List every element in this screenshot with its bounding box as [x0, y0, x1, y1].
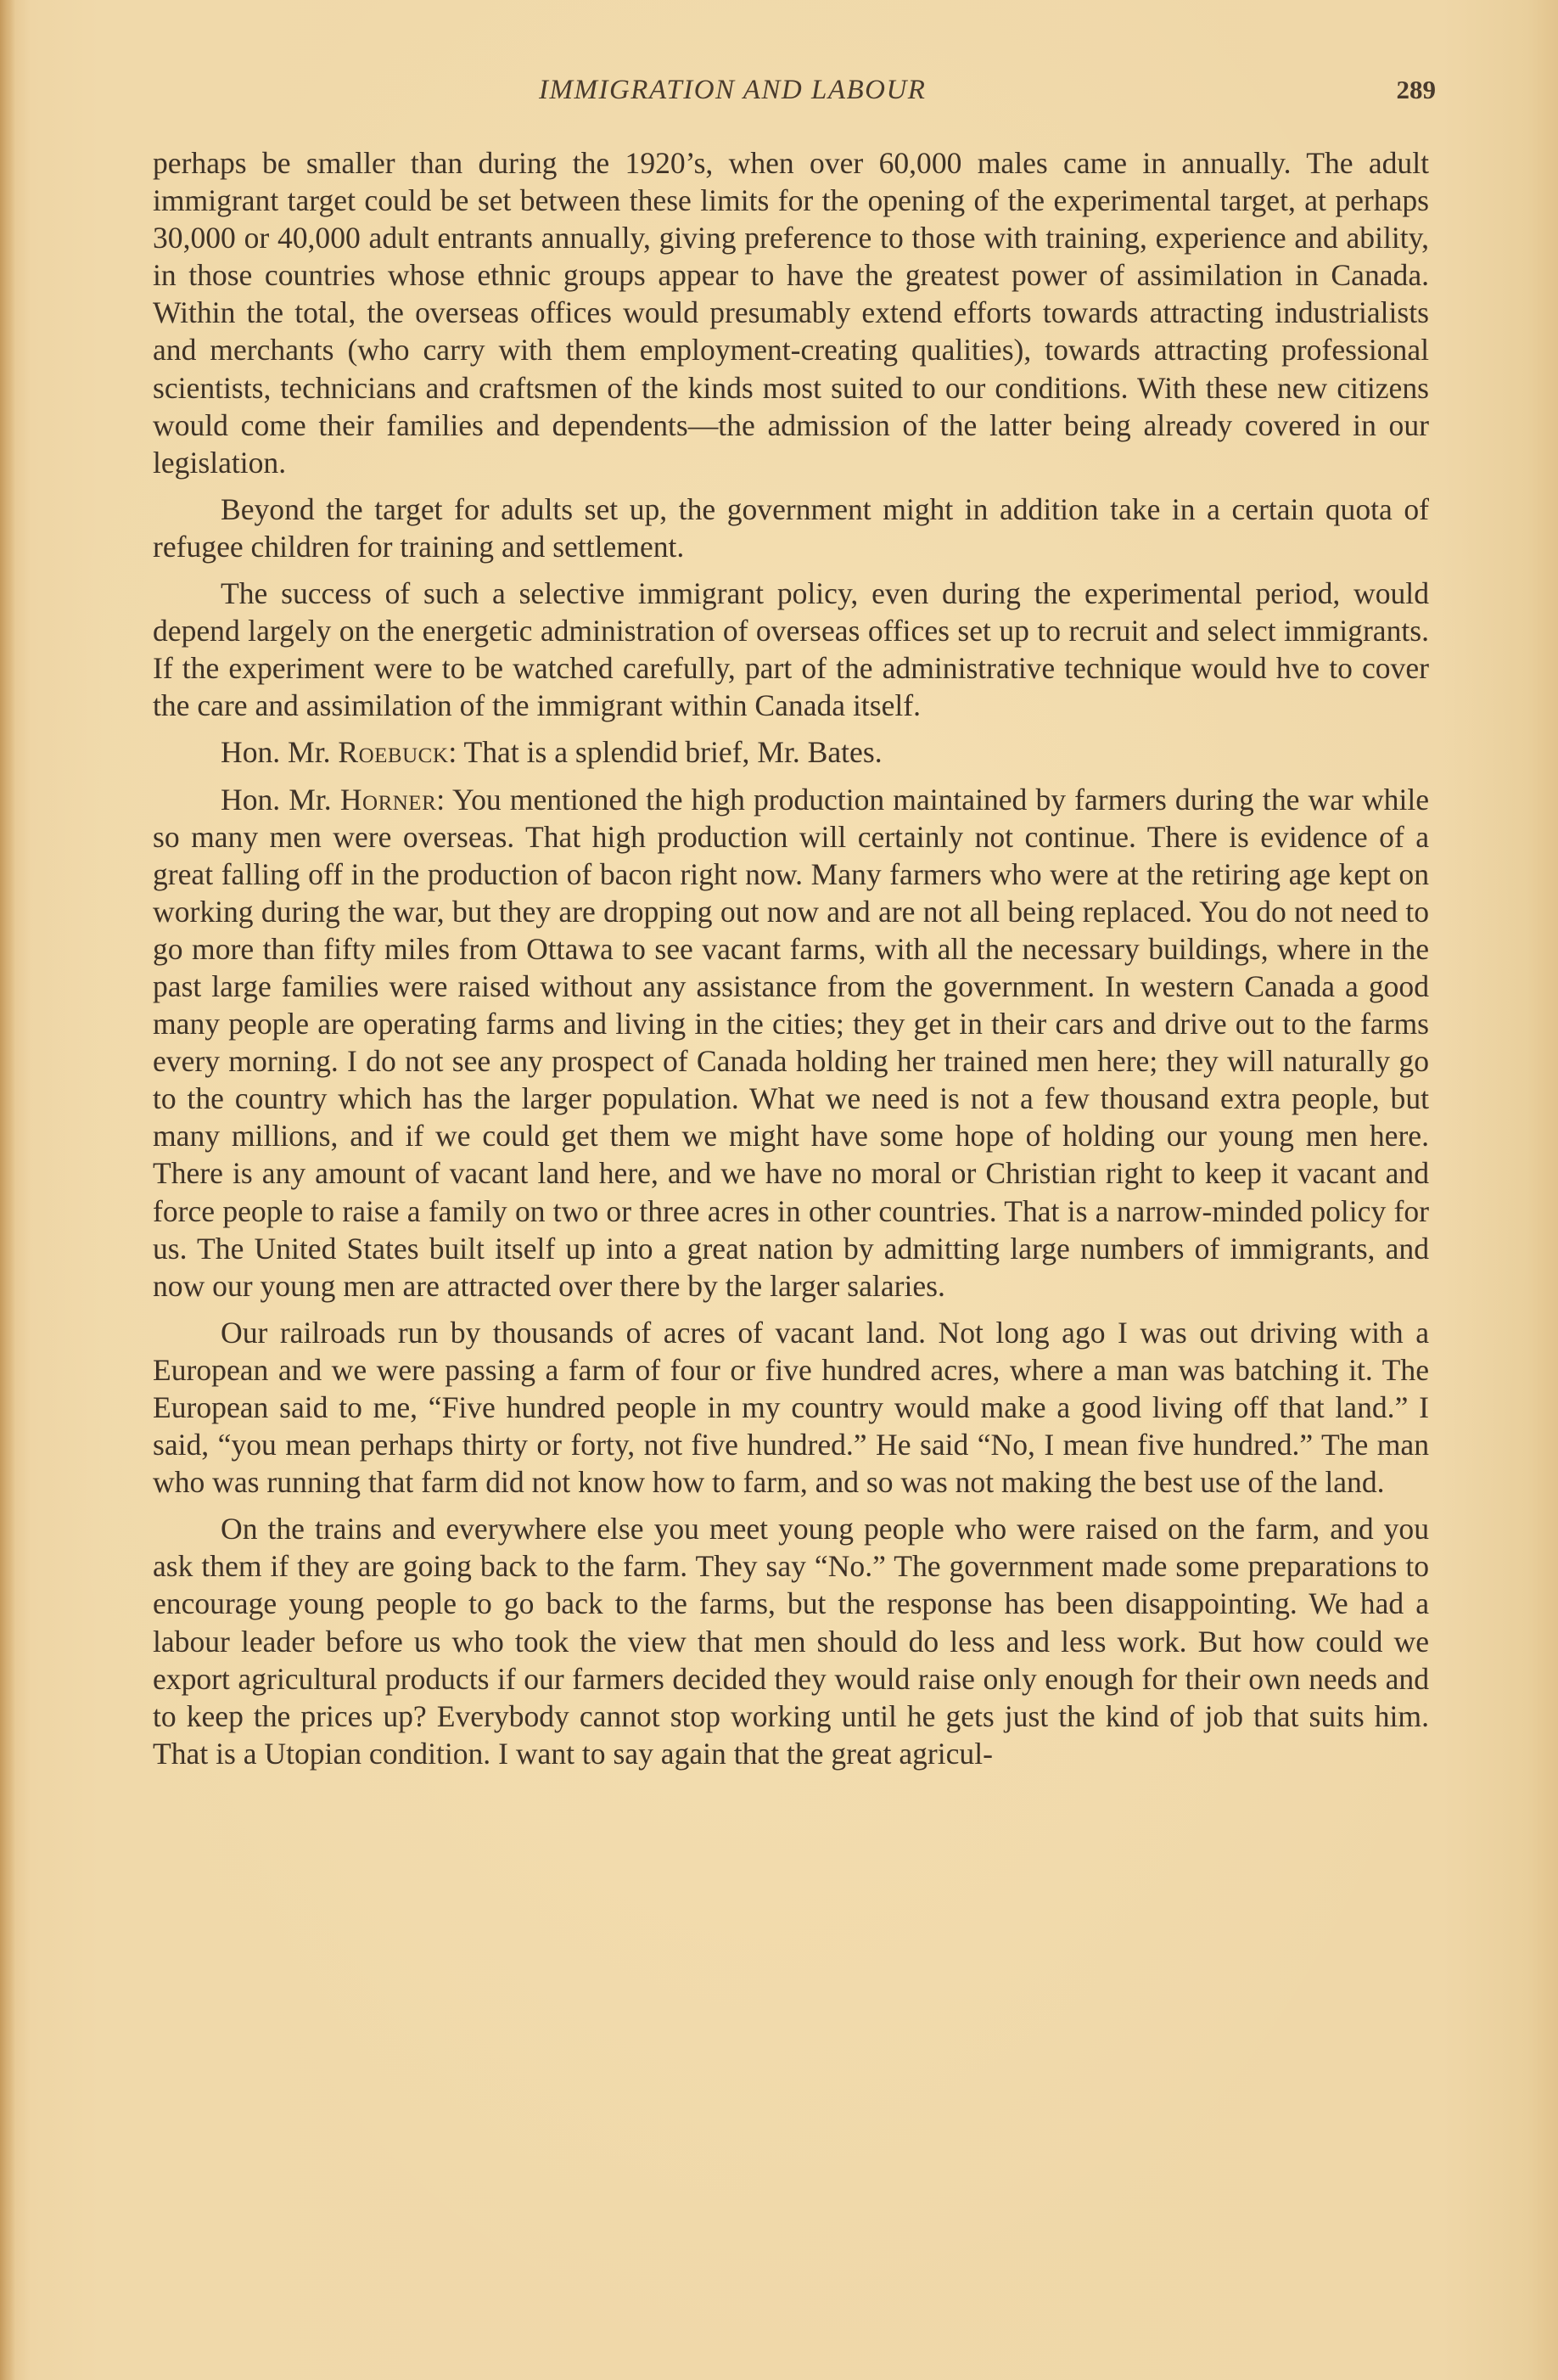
paragraph-roebuck — [153, 733, 1429, 771]
speaker-name: Horner — [339, 782, 437, 817]
paragraph-6: Our railroads run by thousands of acres of vacant land. Not long ago I was out driving with a European and we were passing a farm of four or five hundred acres, where a man was batching it. The European said to me, “Five hundred people in my country would make a good living off that land.” I said, “you mean perhaps thirty or forty, not five hundred.” He said “No, I mean five hundred.” The man who was running that farm did not know how to farm, and so was not making the best use of the land. — [153, 1315, 1429, 1500]
page-number: 289 — [1396, 75, 1436, 104]
speech-text: : That is a splendid brief, Mr. Bates. — [448, 735, 883, 770]
paragraph-3: The success of such a selective immigrant policy, even during the experimental period, would depend largely on the energetic administration of overseas offices set up to recruit and select immigrants. If the experiment were to be watched carefully, part of the administrative technique would hve to cover the care and assimilation of the immigrant within Canada itself. — [153, 576, 1429, 723]
speaker-title: Hon. Mr. — [221, 782, 340, 817]
speaker-title: Hon. Mr. — [221, 735, 339, 770]
speaker-name: Roebuck — [338, 735, 449, 770]
running-head: IMMIGRATION AND LABOUR — [539, 75, 927, 105]
paragraph-1: perhaps be smaller than during the 1920’s, when over 60,000 males came in annually. The adult immigrant target could be set between these limits for the opening of the experimental target, at perhaps 30,000 or 40,000 adult entrants annually, giving preference to those with training, experience and ability, in those countries whose ethnic groups appear to have the greatest power of assimilation in Canada. Within the total, the overseas offices would presumably extend efforts towards attracting industrialists and merchants (who carry with them employment-creating qualities), towards attracting professional scientists, technicians and craftsmen of the kinds most suited to our conditions. With these new citizens would come their families and dependents—the admission of the latter being already covered in our legislation. — [153, 146, 1429, 480]
speech-text: : You mentioned the high production maintained by farmers during the war while so many men were overseas. That high production will certainly not continue. There is evidence of a great falling off in the production of bacon right now. Many farmers who were at the retiring age kept on working during the war, but they are dropping out now and are not all being replaced. You do not need to go more than fifty miles from Ottawa to see vacant farms, with all the necessary buildings, where in the past large families were raised without any assistance from the government. In western Canada a good many people are operating farms and living in the cities; they get in their cars and drive out to the farms every morning. I do not see any prospect of Canada holding her trained men here; they will naturally go to the country which has the larger population. What we need is not a few thousand extra people, but many millions, and if we could get them we might have some hope of holding our young men here. There is any amount of vacant land here, and we have no moral or Christian right to keep it vacant and force people to raise a family on two or three acres in other countries. That is a narrow-minded policy for us. The United States built itself up into a great nation by admitting large numbers of immigrants, and now our young men are attracted over there by the larger salaries. — [153, 782, 1430, 1303]
page-gutter-shadow — [0, 0, 15, 2380]
body-text — [153, 144, 1429, 1782]
page-header — [153, 75, 1436, 115]
paragraph-2: Beyond the target for adults set up, the government might in addition take in a certain quota of refugee children for training and settlement. — [153, 491, 1429, 564]
paragraph-horner — [153, 781, 1429, 1305]
paragraph-7: On the trains and everywhere else you meet young people who were raised on the farm, and you ask them if they are going back to the farm. They say “No.” The government made some preparations to encourage young people to go back to the farms, but the response has been disappointing. We had a labour leader before us who took the view that men should do less and less work. But how could we export agricultural products if our farmers decided they would raise only enough for their own needs and to keep the prices up? Everybody cannot stop working until he gets just the kind of job that suits him. That is a Utopian condition. I want to say again that the great agricul- — [153, 1512, 1429, 1771]
